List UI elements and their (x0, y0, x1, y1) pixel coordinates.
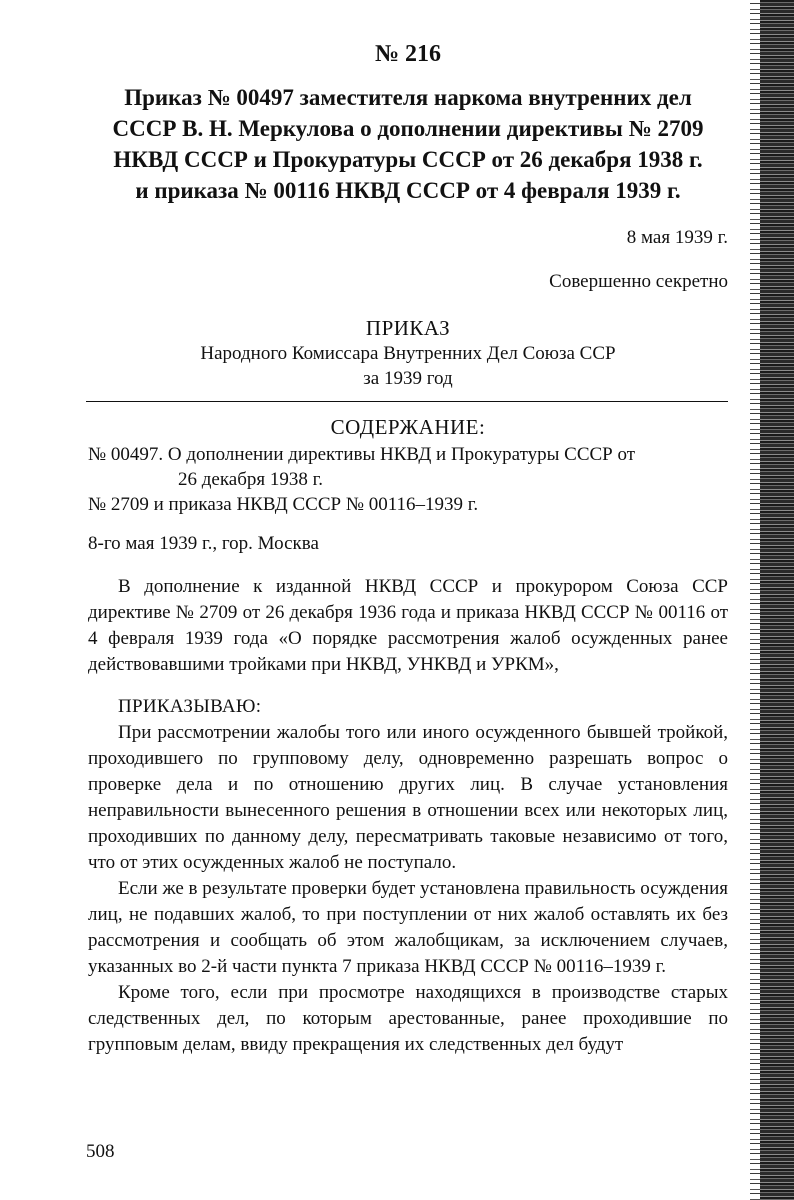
paragraph-clause-3: Кроме того, если при просмотре находящихся в производстве старых следственных дел, по которым арестованные, ранее проходившие по групповым делам, ввиду прекращения их следственных дел будут (88, 982, 728, 1055)
document-page (88, 40, 728, 1058)
paragraph-clause-1: При рассмотрении жалобы того или иного осужденного бывшей тройкой, проходившего по групповому делу, одновременно разрешать вопрос о проверке дела и по отношению других лиц. В случае установления неправильности вынесенного решения в отношении всех или некоторых лиц, проходивших по данному делу, пересматривать таковые независимо от того, что от этих осужденных жалоб не поступало. (88, 722, 728, 873)
title-line: и приказа № 00116 НКВД СССР от 4 февраля 1939 г. (135, 178, 681, 203)
contents-heading: СОДЕРЖАНИЕ: (330, 415, 486, 439)
contents-line: 26 декабря 1938 г. (178, 469, 324, 490)
issuer-line: Народного Комиссара Внутренних Дел Союза ССР (200, 343, 616, 364)
paragraph-clause-2: Если же в результате проверки будет установлена правильность осуждения лиц, не подавших жалоб, то при поступлении от них жалоб оставлять их без рассмотрения и сообщать об этом жалобщикам, за исключением случаев, указанных во 2-й части пункта 7 приказа НКВД СССР № 00116–1939 г. (88, 878, 728, 977)
document-title (88, 82, 728, 206)
horizontal-divider (86, 401, 728, 402)
classification-stamp: Совершенно секретно (549, 271, 728, 292)
order-heading: ПРИКАЗ (365, 316, 451, 340)
document-number: № 216 (374, 41, 442, 67)
place-date-line: 8-го мая 1939 г., гор. Москва (88, 533, 319, 554)
order-header (88, 316, 728, 391)
command-word: ПРИКАЗЫВАЮ: (118, 696, 262, 717)
contents-list (88, 442, 728, 517)
order-body (88, 574, 728, 1058)
document-date: 8 мая 1939 г. (626, 227, 728, 248)
title-line: Приказ № 00497 заместителя наркома внутренних дел (124, 85, 692, 110)
paragraph-preamble: В дополнение к изданной НКВД СССР и прокурором Союза ССР директиве № 2709 от 26 декабря 1936 года и приказа НКВД СССР № 00116 от 4 февраля 1939 года «О порядке рассмотрения жалоб осужденных ранее действовавшими тройками при НКВД, УНКВД и УРКМ», (88, 576, 728, 675)
scan-binding-edge (758, 0, 794, 1200)
year-line: за 1939 год (363, 368, 453, 389)
title-line: НКВД СССР и Прокуратуры СССР от 26 декабря 1938 г. (113, 147, 703, 172)
contents-line: № 00497. О дополнении директивы НКВД и Прокуратуры СССР от (88, 444, 636, 465)
contents-line: № 2709 и приказа НКВД СССР № 00116–1939 г. (88, 494, 479, 515)
title-line: СССР В. Н. Меркулова о дополнении директивы № 2709 (112, 116, 704, 141)
page-number: 508 (86, 1141, 115, 1162)
